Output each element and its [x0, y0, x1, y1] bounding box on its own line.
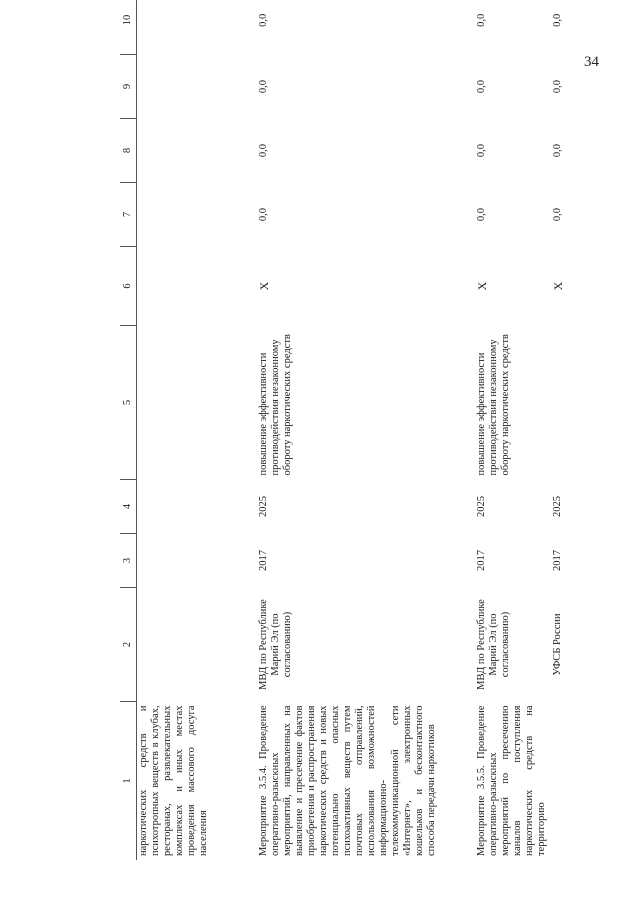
measure-description: Мероприятие 3.5.5. Проведение оперативно-разыскных мероприятий по пресечению каналов поступления наркотических средств на территорию: [476, 705, 547, 856]
value-cell: [137, 0, 258, 55]
value-cell: [137, 55, 258, 119]
header-cell: 10: [120, 0, 137, 55]
executor-cell: УФСБ России: [552, 613, 563, 676]
header-cell: 5: [120, 326, 137, 480]
header-cell: 1: [120, 702, 137, 861]
end-year-cell: 2025: [476, 496, 487, 517]
value-cell: 0,0: [552, 143, 563, 158]
table-row: [137, 0, 258, 860]
value-cell: [137, 119, 258, 183]
header-row: [120, 0, 137, 860]
value-cell: 0,0: [476, 207, 487, 222]
table-row: [257, 0, 475, 860]
value-cell: 0,0: [258, 207, 269, 222]
executor-cell: [137, 588, 258, 702]
executor-cell: МВД по Республике Марий Эл (по согласованию): [476, 599, 511, 690]
table-row: [475, 0, 549, 860]
header-cell: 9: [120, 55, 137, 119]
start-year-cell: 2017: [476, 550, 487, 571]
header-cell: 7: [120, 183, 137, 247]
value-cell: 0,0: [258, 143, 269, 158]
value-cell: 0,0: [258, 13, 269, 27]
end-year-cell: 2025: [552, 496, 563, 517]
start-year-cell: 2017: [552, 550, 563, 571]
header-cell: 4: [120, 480, 137, 534]
value-cell: 0,0: [552, 13, 563, 27]
expected-result-cell: повышение эффективности противодействия незаконному обороту наркотических средств: [258, 334, 293, 476]
header-cell: 2: [120, 588, 137, 702]
header-cell: 6: [120, 247, 137, 326]
header-cell: 8: [120, 119, 137, 183]
measure-description: наркотических средств и психотропных веществ в клубах, ресторанах, развлекательных комплексах и иных местах проведения массового досуга населения: [138, 705, 209, 856]
measure-description: [549, 702, 589, 861]
value-cell: [137, 183, 258, 247]
program-measures-table: [120, 0, 589, 860]
executor-cell: МВД по Республике Марий Эл (по согласованию): [258, 599, 293, 690]
expected-result-cell: [549, 326, 589, 480]
value-cell: 0,0: [476, 13, 487, 27]
end-year-cell: 2025: [258, 496, 269, 517]
value-cell: 0,0: [476, 143, 487, 158]
value-cell: 0,0: [552, 79, 563, 94]
measure-description: Мероприятие 3.5.4. Проведение оперативно-разыскных мероприятий, направленных на выявление и пресечение фактов приобретения и распространения наркотических средств и новых потенциально опасных психоактивных веществ путем почтовых отправлений, использования возможностей информационно-телекоммуникационной сети «Интернет», электронных кошельков и бесконтактного способа передачи наркотиков: [258, 705, 437, 856]
start-year-cell: 2017: [258, 550, 269, 571]
value-cell: Х: [475, 281, 489, 291]
value-cell: 0,0: [258, 79, 269, 94]
start-year-cell: [137, 534, 258, 588]
end-year-cell: [137, 480, 258, 534]
value-cell: 0,0: [476, 79, 487, 94]
value-cell: Х: [257, 281, 271, 291]
header-cell: 3: [120, 534, 137, 588]
value-cell: 0,0: [552, 207, 563, 222]
page-number: 34: [584, 54, 599, 70]
value-cell: Х: [551, 281, 565, 291]
rotated-table-container: [120, 13, 565, 860]
value-cell: [137, 247, 258, 326]
expected-result-cell: повышение эффективности противодействия незаконному обороту наркотических средств: [476, 334, 511, 476]
expected-result-cell: [137, 326, 258, 480]
table-row: [549, 0, 589, 860]
